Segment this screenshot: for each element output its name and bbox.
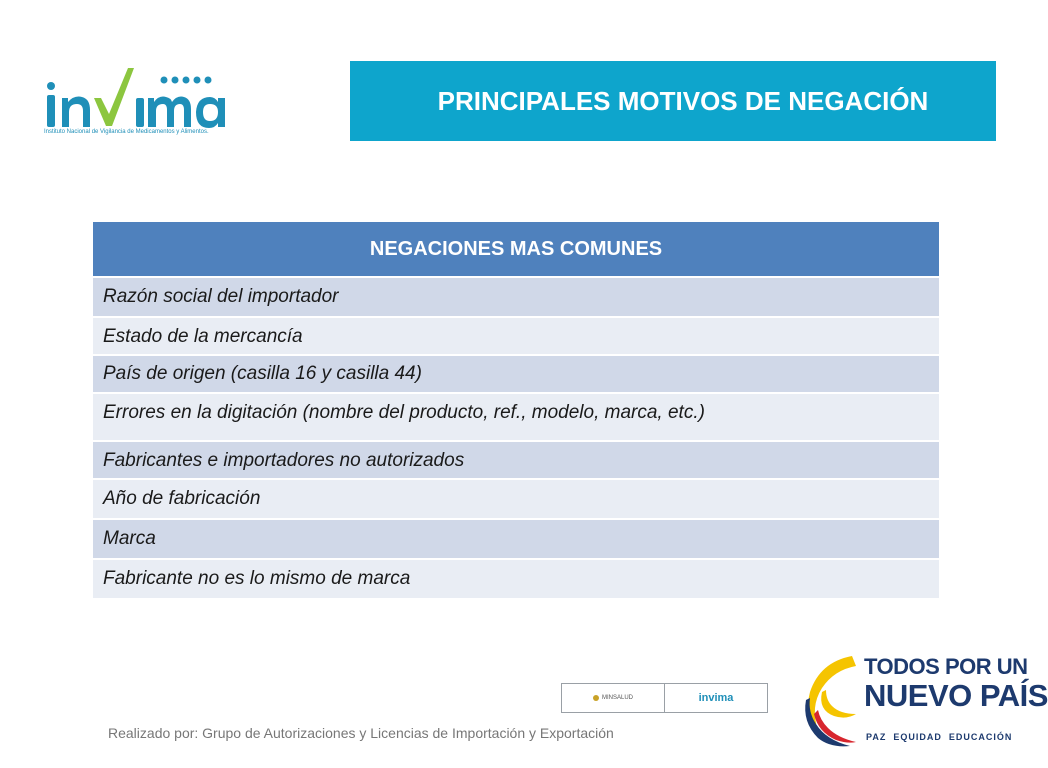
table-row	[93, 558, 939, 598]
invima-small-logo	[664, 684, 767, 712]
table-row	[93, 518, 939, 558]
table-row	[93, 478, 939, 518]
table-row	[93, 354, 939, 392]
table-header	[93, 222, 939, 276]
page-title: PRINCIPALES MOTIVOS DE NEGACIÓN	[437, 85, 929, 116]
table-row-label: Errores en la digitación (nombre del producto, ref., modelo, marca, etc.)	[103, 402, 705, 423]
table-row-label: Razón social del importador	[103, 286, 339, 307]
minsalud-logo	[562, 684, 664, 712]
colombia-swoosh-icon	[800, 652, 860, 752]
gov-slogan-line1: TODOS POR UN	[864, 654, 1028, 679]
table-row-label: Fabricante no es lo mismo de marca	[103, 568, 411, 589]
invima-tagline: Instituto Nacional de Vigilancia de Medicamentos y Alimentos.	[44, 129, 209, 135]
table-row	[93, 316, 939, 354]
table-row-label: Marca	[103, 528, 156, 549]
footer-credit: Realizado por: Grupo de Autorizaciones y Licencias de Importación y Exportación	[108, 725, 614, 741]
table-header-label: NEGACIONES MAS COMUNES	[369, 237, 663, 260]
table-row	[93, 392, 939, 440]
table-row	[93, 276, 939, 316]
gov-slogan-line2: NUEVO PAÍS	[864, 678, 1048, 713]
partner-logos	[561, 683, 768, 713]
table-row-label: Año de fabricación	[103, 488, 261, 509]
title-bar	[350, 61, 996, 141]
negaciones-table	[93, 222, 939, 598]
invima-small-label: invima	[698, 692, 734, 704]
gov-slogan-line3: PAZ EQUIDAD EDUCACIÓN	[866, 732, 1013, 742]
seal-icon	[593, 695, 599, 701]
table-row-label: Fabricantes e importadores no autorizados	[103, 450, 465, 471]
table-row-label: País de origen (casilla 16 y casilla 44)	[103, 363, 422, 384]
todos-por-un-nuevo-pais-logo	[800, 652, 1048, 752]
table-row-label: Estado de la mercancía	[103, 326, 303, 347]
invima-logo	[42, 62, 232, 144]
table-row	[93, 440, 939, 478]
minsalud-label: MINSALUD	[601, 695, 633, 701]
